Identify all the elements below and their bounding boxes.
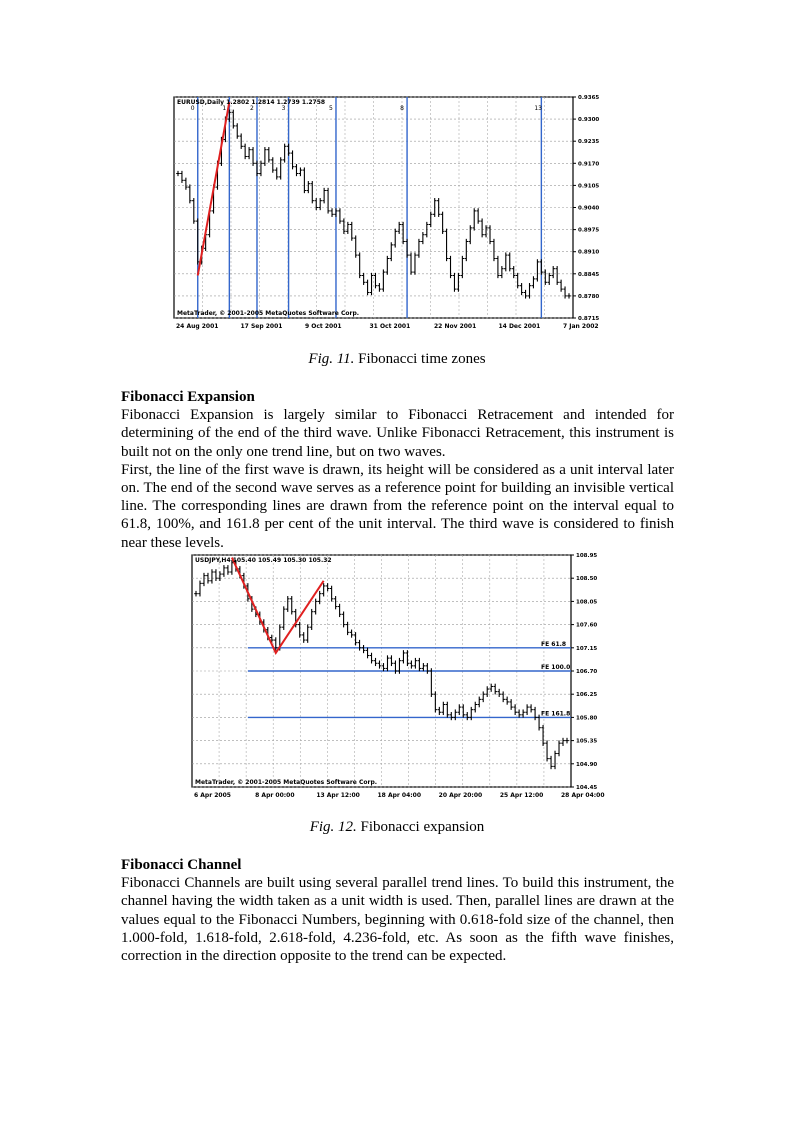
y-tick-label: 108.05: [576, 599, 598, 606]
x-tick-label: 24 Aug 2001: [176, 323, 219, 330]
fib-zone-label: 5: [328, 105, 333, 112]
y-tick-label: 106.25: [576, 692, 598, 699]
y-tick-label: 0.8910: [578, 249, 600, 256]
fib-level-label: FE 161.8: [541, 710, 571, 718]
x-tick-label: 6 Apr 2005: [194, 792, 231, 799]
y-tick-label: 0.9105: [578, 183, 600, 190]
paragraph: First, the line of the first wave is drawn, its height will be considered as a unit interval later on. The end of the second wave serves as a reference point for building an invisible vertical line. The corresponding lines are drawn from the reference point on the interval equal to 61.8, 100%, and 161.8 per cent of the unit interval. The third wave is considered to finish near these levels.: [121, 461, 674, 551]
paragraph: Fibonacci Channels are built using several parallel trend lines. To build this instrument, the channel having the width taken as a unit width is used. Then, parallel lines are drawn at the values equal to the Fibonacci Numbers, beginning with 0.618-fold size of the channel, then 1.000-fold, 1.618-fold, 2.618-fold, 4.236-fold, etc. As soon as the fifth wave finishes, correction in the direction opposite to the trend can be expected.: [121, 875, 674, 965]
x-tick-label: 22 Nov 2001: [434, 323, 477, 330]
x-tick-label: 14 Dec 2001: [498, 323, 541, 330]
y-tick-label: 105.35: [576, 738, 598, 745]
x-tick-label: 18 Apr 04:00: [377, 792, 422, 799]
chart-watermark: MetaTrader, © 2001-2005 MetaQuotes Software Corp.: [177, 310, 360, 317]
chart-eurusd-daily: [172, 95, 607, 332]
x-tick-label: 28 Apr 04:00: [561, 792, 605, 799]
caption-number: Fig. 11.: [308, 351, 355, 367]
x-tick-label: 17 Sep 2001: [240, 323, 283, 330]
fib-level-label: FE 100.0: [541, 664, 571, 671]
y-tick-label: 107.15: [576, 645, 598, 652]
y-tick-label: 0.9300: [578, 117, 600, 124]
y-tick-label: 0.8845: [578, 271, 600, 278]
fib-zone-label: 8: [400, 105, 404, 112]
paragraph: Fibonacci Expansion is largely similar to Fibonacci Retracement and intended for determining of the end of the third wave. Unlike Fibonacci Retracement, this instrument is built not on the only one trend line, but on two waves.: [121, 407, 674, 460]
figure-caption: [0, 351, 794, 368]
x-tick-label: 13 Apr 12:00: [316, 792, 360, 799]
fib-level-label: FE 61.8: [541, 640, 567, 648]
x-tick-label: 7 Jan 2002: [563, 323, 599, 330]
fib-zone-label: 2: [249, 105, 254, 112]
x-tick-label: 20 Apr 20:00: [438, 792, 483, 799]
chart-usdjpy-h4: [190, 553, 605, 801]
y-tick-label: 0.8975: [578, 227, 600, 234]
section-heading: Fibonacci Expansion: [121, 389, 255, 405]
chart-watermark: MetaTrader, © 2001-2005 MetaQuotes Software Corp.: [195, 779, 378, 786]
caption-text: Fibonacci expansion: [360, 819, 485, 835]
fib-zone-label: 0: [190, 105, 195, 112]
y-tick-label: 0.8715: [578, 316, 600, 322]
section-fibonacci-expansion: [121, 388, 674, 552]
y-tick-label: 107.60: [576, 622, 598, 629]
fib-zone-label: 3: [281, 105, 286, 112]
chart-title: USDJPY,H4 105.40 105.49 105.30 105.32: [195, 557, 332, 564]
x-tick-label: 31 Oct 2001: [369, 323, 411, 330]
y-tick-label: 0.9365: [578, 95, 600, 101]
x-tick-label: 25 Apr 12:00: [499, 792, 544, 799]
y-tick-label: 105.80: [576, 715, 598, 722]
y-tick-label: 108.50: [576, 576, 598, 583]
y-tick-label: 0.9235: [578, 139, 600, 146]
y-tick-label: 104.45: [576, 785, 598, 791]
y-tick-label: 106.70: [576, 669, 598, 675]
caption-text: Fibonacci time zones: [358, 351, 486, 367]
y-tick-label: 0.9170: [578, 161, 600, 168]
section-fibonacci-channel: [121, 856, 674, 965]
section-heading: Fibonacci Channel: [121, 857, 242, 873]
y-tick-label: 104.90: [576, 761, 598, 768]
figure-fibonacci-time-zones: [172, 95, 607, 332]
fib-zone-label: 1: [222, 105, 227, 112]
figure-caption: [0, 819, 794, 836]
x-tick-label: 8 Apr 00:00: [255, 792, 295, 799]
caption-number: Fig. 12.: [309, 819, 357, 835]
figure-fibonacci-expansion: [190, 553, 605, 801]
chart-title: EURUSD,Daily 1.2802 1.2814 1.2739 1.2758: [177, 99, 326, 106]
fib-zone-label: 13: [534, 105, 542, 112]
y-tick-label: 0.9040: [578, 205, 600, 212]
y-tick-label: 108.95: [576, 553, 598, 559]
y-tick-label: 0.8780: [578, 293, 600, 300]
x-tick-label: 9 Oct 2001: [305, 323, 342, 330]
